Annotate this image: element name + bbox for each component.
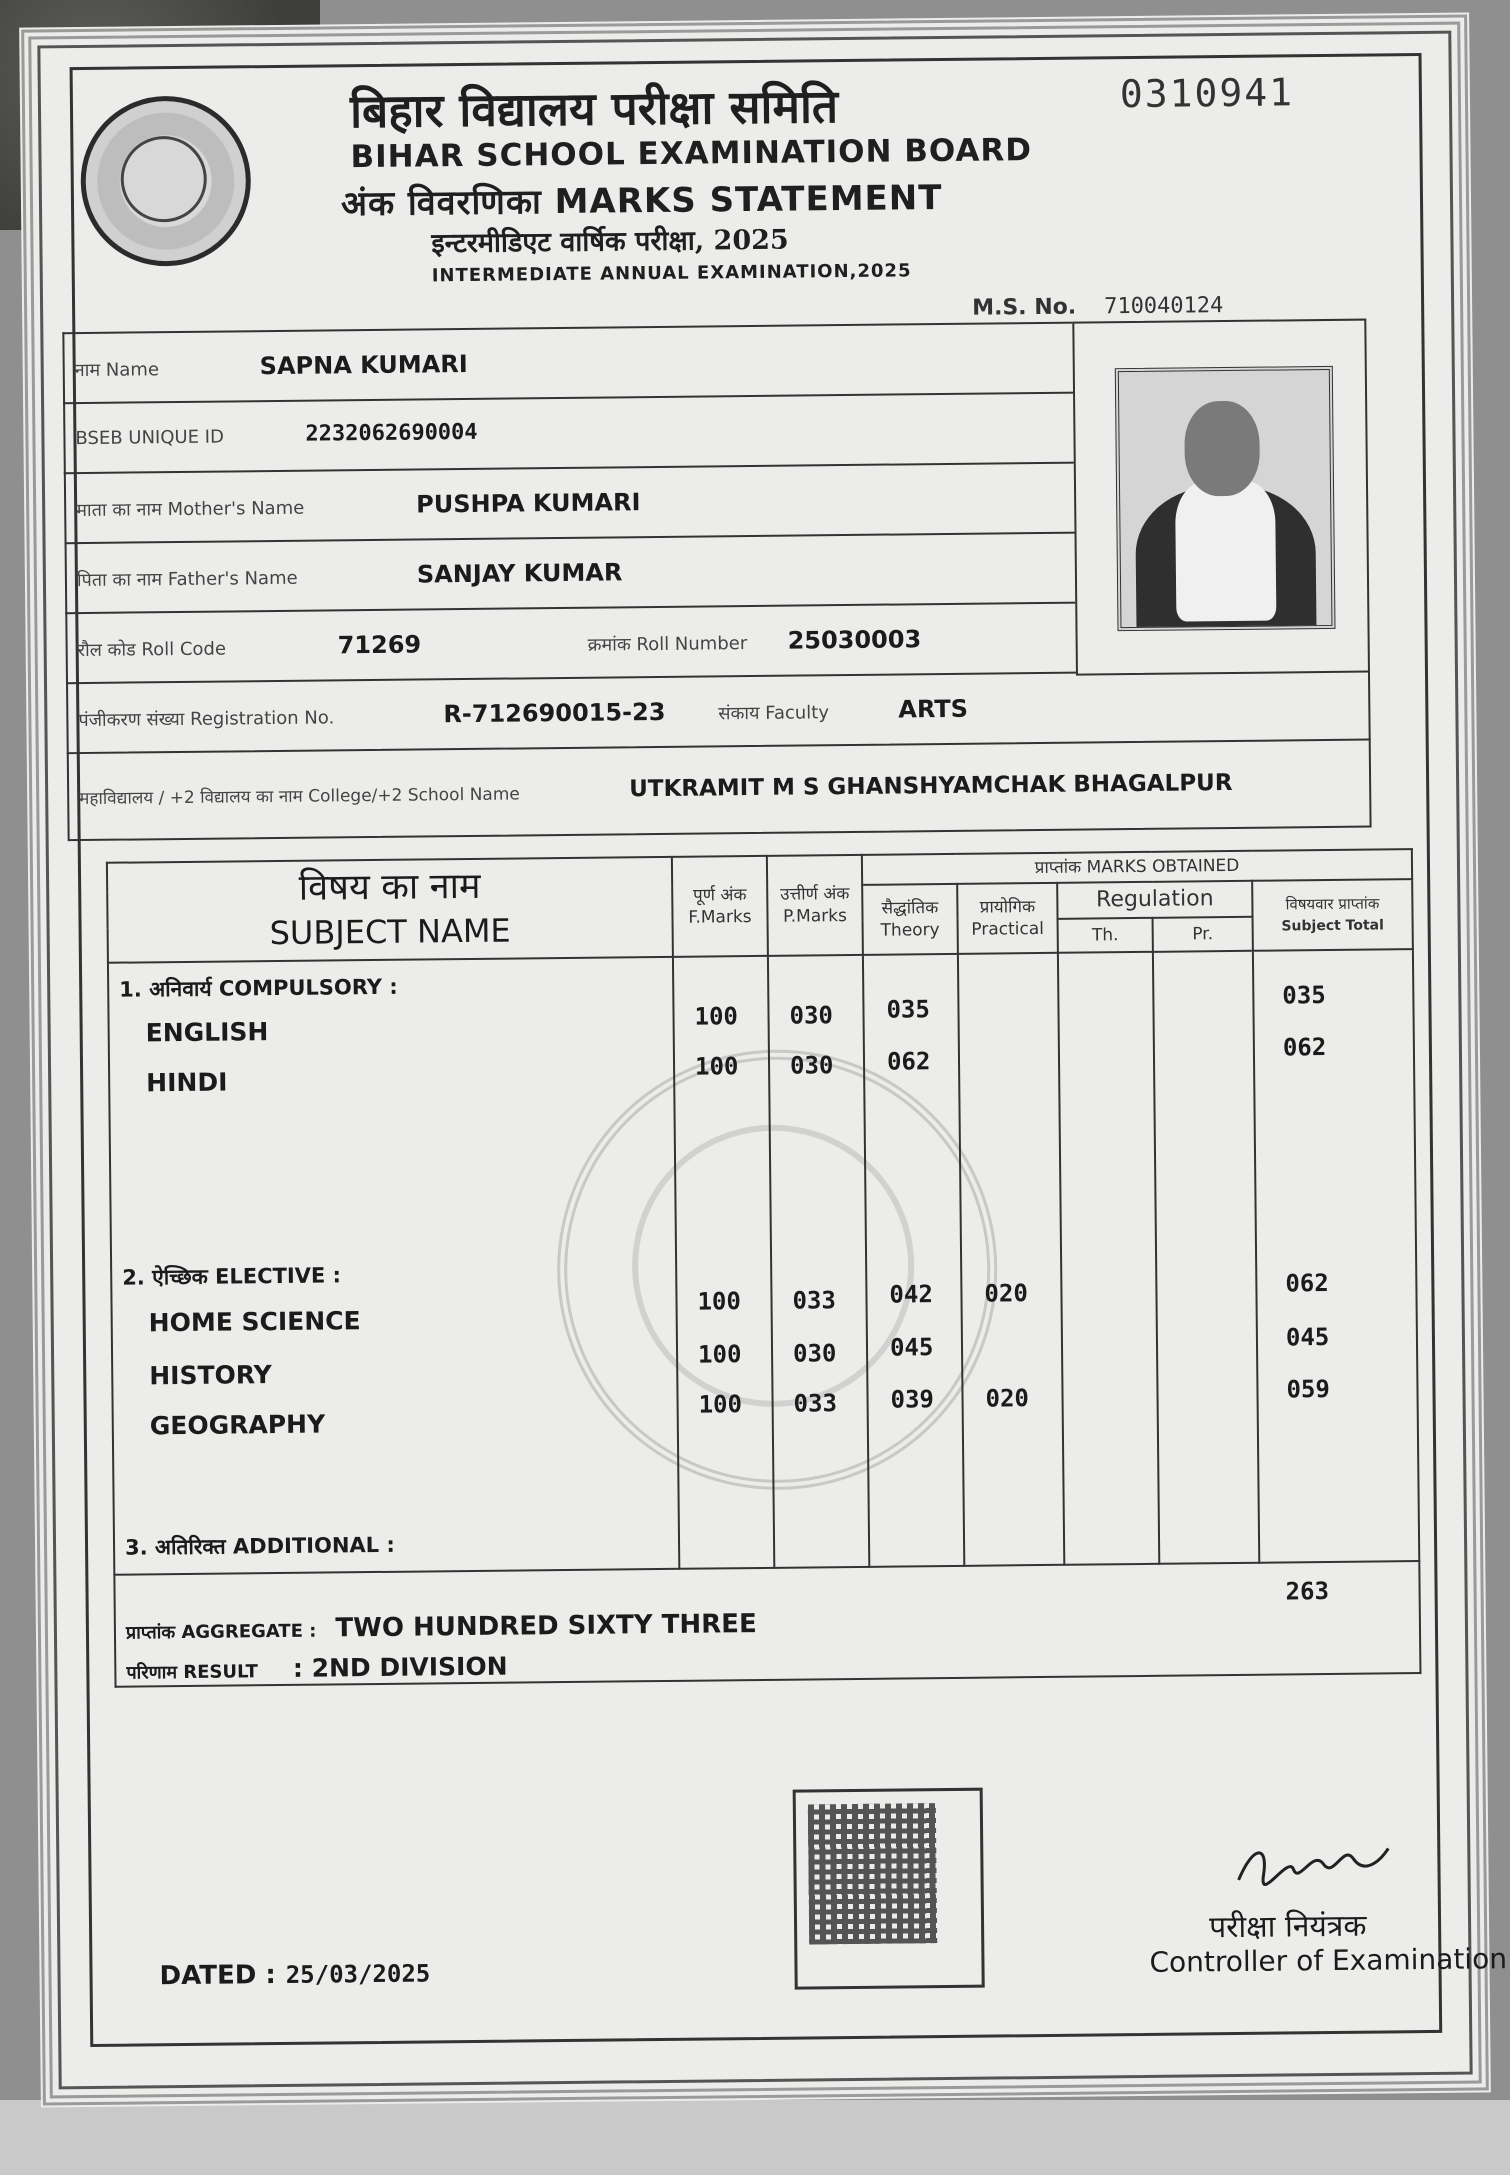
subject-total-header bbox=[1252, 879, 1413, 951]
registration-label: पंजीकरण संख्या Registration No. bbox=[78, 707, 335, 732]
faculty: ARTS bbox=[898, 694, 969, 724]
roll-code: 71269 bbox=[337, 630, 422, 660]
student-photo bbox=[1115, 366, 1336, 631]
marks-statement-document bbox=[19, 12, 1508, 2107]
pass-marks: 030 bbox=[789, 1051, 834, 1080]
subject-header-english: SUBJECT NAME bbox=[269, 911, 511, 953]
practical-header bbox=[957, 883, 1058, 954]
qr-code-icon bbox=[793, 1788, 985, 1990]
full-marks: 100 bbox=[698, 1390, 743, 1419]
board-seal-icon bbox=[80, 95, 252, 267]
pass-marks: 030 bbox=[789, 1001, 834, 1030]
theory-marks: 035 bbox=[886, 995, 930, 1024]
controller-title-english: Controller of Examination bbox=[1149, 1942, 1508, 1979]
subject-total: 045 bbox=[1285, 1323, 1330, 1352]
subject-total: 035 bbox=[1282, 981, 1326, 1010]
section-compulsory: 1. अनिवार्य COMPULSORY : bbox=[119, 974, 398, 1002]
dated-label: DATED : bbox=[159, 1960, 276, 1992]
exam-name-hindi: इन्टरमीडिएट वार्षिक परीक्षा, 2025 bbox=[431, 224, 789, 260]
section-additional: 3. अतिरिक्त ADDITIONAL : bbox=[124, 1532, 395, 1560]
mother-row bbox=[64, 462, 1079, 545]
result bbox=[126, 1652, 508, 1685]
aggregate-words: TWO HUNDRED SIXTY THREE bbox=[335, 1609, 757, 1644]
regulation-theory-header: Th. bbox=[1058, 918, 1153, 953]
pass-marks: 033 bbox=[792, 1286, 837, 1315]
theory-header bbox=[862, 884, 958, 955]
father-name: SANJAY KUMAR bbox=[416, 558, 623, 589]
theory-marks: 062 bbox=[886, 1047, 931, 1076]
ms-number-value: 710040124 bbox=[1104, 293, 1224, 320]
ms-number-label: M.S. No. bbox=[972, 294, 1077, 321]
practical-marks: 020 bbox=[984, 1279, 1028, 1308]
theory-hindi: सैद्धांतिक bbox=[881, 898, 939, 919]
issue-date bbox=[159, 1958, 430, 1991]
unique-id-row bbox=[63, 392, 1078, 475]
photo-frame bbox=[1072, 319, 1370, 676]
unique-id: 2232062690004 bbox=[305, 419, 478, 447]
marks-table bbox=[106, 848, 1422, 1688]
subject-total: 062 bbox=[1285, 1269, 1329, 1298]
roll-number-label: क्रमांक Roll Number bbox=[587, 633, 748, 656]
pass-marks: 030 bbox=[792, 1339, 837, 1368]
subject-name: HISTORY bbox=[149, 1360, 272, 1391]
full-marks: 100 bbox=[694, 1002, 739, 1031]
practical-hindi: प्रायोगिक bbox=[979, 897, 1036, 918]
subject-total-cell bbox=[1253, 949, 1419, 1563]
faculty-label: संकाय Faculty bbox=[718, 702, 830, 725]
subject-total: 059 bbox=[1286, 1374, 1330, 1404]
regulation-header: Regulation bbox=[1057, 881, 1252, 919]
full-marks-english: F.Marks bbox=[688, 907, 752, 928]
subject-name: HOME SCIENCE bbox=[148, 1306, 361, 1338]
marks-obtained-header: प्राप्तांक MARKS OBTAINED bbox=[862, 849, 1412, 885]
mother-name: PUSHPA KUMARI bbox=[416, 488, 641, 519]
full-marks: 100 bbox=[694, 1052, 739, 1081]
subject-total-hindi: विषयवार प्राप्तांक bbox=[1285, 894, 1380, 914]
subject-total-english: Subject Total bbox=[1281, 917, 1384, 935]
full-marks: 100 bbox=[697, 1287, 742, 1316]
subjects-body bbox=[108, 949, 1419, 1575]
subject-total: 062 bbox=[1282, 1033, 1327, 1062]
pass-marks-cell bbox=[768, 955, 869, 1568]
school-name: UTKRAMIT M S GHANSHYAMCHAK BHAGALPUR bbox=[629, 769, 1233, 803]
subject-name: HINDI bbox=[146, 1067, 228, 1098]
student-name: SAPNA KUMARI bbox=[259, 349, 468, 381]
full-marks-cell bbox=[673, 956, 774, 1569]
pass-marks: 033 bbox=[793, 1389, 838, 1418]
pass-marks-hindi: उत्तीर्ण अंक bbox=[780, 884, 850, 905]
dated-value: 25/03/2025 bbox=[285, 1959, 431, 1989]
aggregate-label: प्राप्तांक AGGREGATE : bbox=[125, 1620, 317, 1644]
unique-id-label: BSEB UNIQUE ID bbox=[75, 426, 225, 450]
school-row bbox=[67, 739, 1372, 842]
father-row bbox=[65, 532, 1080, 615]
theory-marks: 045 bbox=[889, 1333, 934, 1362]
theory-english: Theory bbox=[880, 920, 940, 941]
subject-names-cell bbox=[108, 957, 679, 1575]
name-label: नाम Name bbox=[74, 359, 160, 382]
theory-marks: 042 bbox=[889, 1280, 933, 1309]
subject-name: GEOGRAPHY bbox=[149, 1409, 326, 1441]
subject-header bbox=[107, 857, 673, 963]
aggregate-row bbox=[114, 1561, 1420, 1687]
aggregate bbox=[126, 1609, 757, 1646]
marks-table-container bbox=[106, 848, 1420, 1688]
background-surface bbox=[0, 2100, 1510, 2175]
exam-name-english: INTERMEDIATE ANNUAL EXAMINATION,2025 bbox=[431, 260, 912, 287]
statement-title: अंक विवरणिका MARKS STATEMENT bbox=[340, 177, 943, 225]
father-label: पिता का नाम Father's Name bbox=[76, 567, 298, 592]
roll-row bbox=[65, 602, 1080, 685]
full-marks-hindi: पूर्ण अंक bbox=[692, 885, 747, 906]
regulation-practical-cell bbox=[1153, 951, 1259, 1564]
regulation-practical-header: Pr. bbox=[1153, 917, 1253, 952]
section-elective: 2. ऐच्छिक ELECTIVE : bbox=[122, 1263, 342, 1290]
pass-marks-header bbox=[767, 855, 863, 956]
roll-code-label: रौल कोड Roll Code bbox=[77, 638, 227, 662]
aggregate-cell bbox=[114, 1561, 1420, 1687]
practical-marks: 020 bbox=[985, 1384, 1030, 1413]
name-row bbox=[62, 322, 1077, 405]
registration-number: R-712690015-23 bbox=[443, 697, 666, 729]
regulation-theory-cell bbox=[1058, 952, 1159, 1565]
school-label: महाविद्यालय / +2 विद्यालय का नाम College/+2 School Name bbox=[79, 784, 520, 810]
board-name-hindi: बिहार विद्यालय परीक्षा समिति bbox=[349, 79, 839, 139]
result-value: : 2ND DIVISION bbox=[292, 1651, 508, 1683]
controller-signature-icon bbox=[1233, 1833, 1394, 1895]
full-marks-header bbox=[672, 856, 768, 957]
result-label: परिणाम RESULT bbox=[126, 1661, 258, 1684]
board-name-english: BIHAR SCHOOL EXAMINATION BOARD bbox=[350, 132, 1033, 176]
serial-number: 0310941 bbox=[1119, 70, 1295, 117]
mother-label: माता का नाम Mother's Name bbox=[76, 497, 305, 522]
pass-marks-english: P.Marks bbox=[782, 906, 847, 927]
practical-english: Practical bbox=[971, 918, 1045, 940]
full-marks: 100 bbox=[697, 1340, 742, 1369]
subject-name: ENGLISH bbox=[145, 1017, 269, 1048]
subject-header-hindi: विषय का नाम bbox=[298, 865, 481, 909]
ms-number bbox=[972, 293, 1223, 321]
aggregate-total: 263 bbox=[1285, 1577, 1330, 1606]
controller-title-hindi: परीक्षा नियंत्रक bbox=[1208, 1908, 1367, 1946]
roll-number: 25030003 bbox=[787, 625, 922, 655]
theory-cell bbox=[863, 954, 964, 1567]
practical-cell bbox=[958, 953, 1064, 1566]
theory-marks: 039 bbox=[890, 1385, 935, 1414]
